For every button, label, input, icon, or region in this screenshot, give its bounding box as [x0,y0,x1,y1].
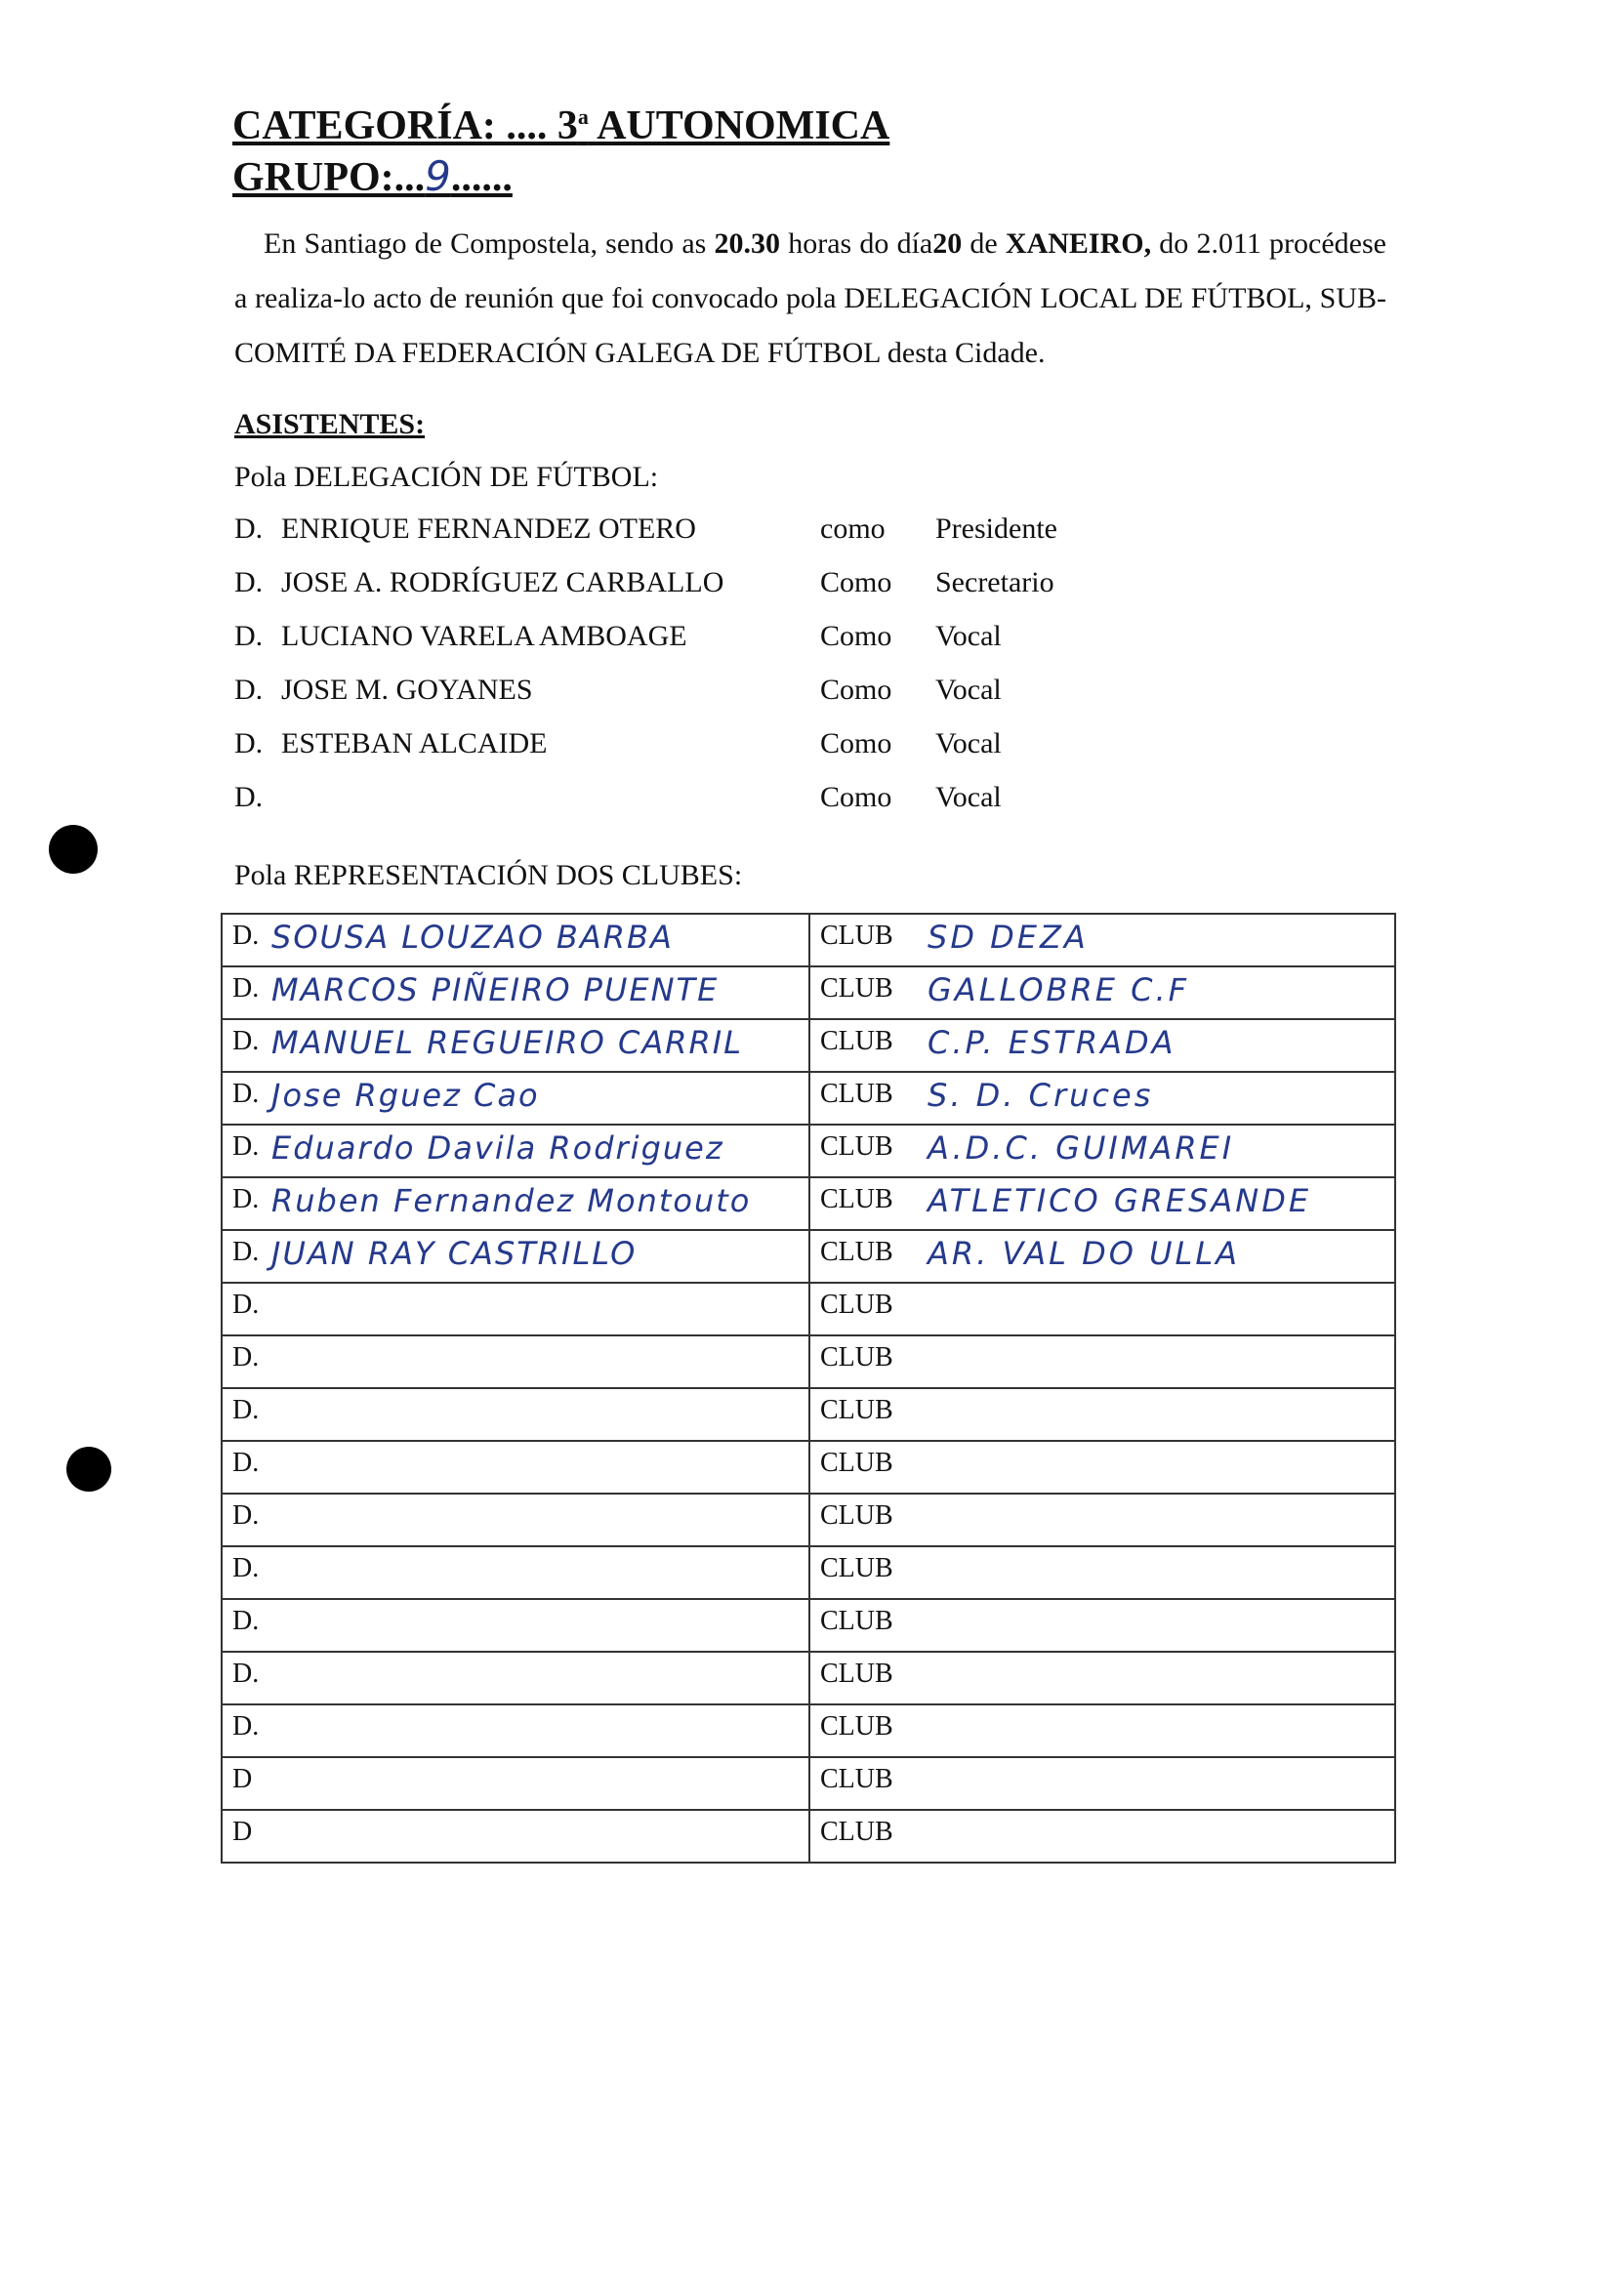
representative-cell [222,1388,809,1441]
representative-cell [222,1810,809,1863]
delegate-name: ESTEBAN ALCAIDE [281,727,548,759]
representative-cell [222,1704,809,1757]
representative-cell [222,1072,809,1125]
delegate-prefix: D. [234,512,264,545]
delegate-role: Vocal [935,727,1002,759]
representative-cell [222,1283,809,1335]
club-cell [809,1599,1395,1652]
club-cell [809,1388,1395,1441]
delegate-como: Como [820,566,892,598]
delegate-prefix: D. [234,674,264,706]
delegate-role: Vocal [935,620,1002,652]
representative-prefix: D. [232,1342,260,1373]
table-row [222,1494,1395,1546]
representative-cell [222,966,809,1019]
representative-prefix: D. [232,1290,260,1320]
meeting-month: XANEIRO, [1005,227,1152,260]
club-label: CLUB [820,1290,893,1320]
representative-prefix: D [232,1764,253,1794]
table-row [222,1335,1395,1388]
table-row [222,1177,1395,1230]
club-label: CLUB [820,1237,893,1267]
delegation-row [234,512,1113,552]
club-label: CLUB [820,921,893,951]
table-row [222,966,1395,1019]
delegation-row [234,781,1113,820]
representative-prefix: D. [232,1606,260,1636]
representative-prefix: D. [232,1184,260,1214]
representative-handwritten-name: MANUEL REGUEIRO CARRIL [271,1024,743,1061]
club-cell [809,1757,1395,1810]
club-label: CLUB [820,1184,893,1214]
delegate-role: Vocal [935,781,1002,813]
category-superscript: a [577,104,589,129]
table-row [222,1757,1395,1810]
delegate-como: como [820,512,886,545]
representative-cell [222,1652,809,1704]
intro-text: do 2.011 procédese a realiza-lo acto de reunión que foi convocado pola DELEGACIÓN LOCAL DE FÚTBOL, SUB-COMITÉ DA FEDERACIÓN GALEGA DE FÚTBOL desta Cidade. [234,227,1386,369]
representative-prefix: D. [232,1448,260,1478]
representative-handwritten-name: Eduardo Davila Rodriguez [271,1129,724,1167]
representative-cell [222,914,809,966]
club-handwritten-name: C.P. ESTRADA [928,1024,1176,1061]
representative-prefix: D. [232,1500,260,1531]
intro-paragraph [234,217,1386,381]
club-handwritten-name: GALLOBRE C.F [928,971,1190,1008]
representative-cell [222,1177,809,1230]
club-cell [809,1230,1395,1283]
clubs-table [221,913,1396,1864]
club-handwritten-name: ATLETICO GRESANDE [928,1182,1312,1219]
club-label: CLUB [820,1342,893,1373]
table-row [222,1652,1395,1704]
club-label: CLUB [820,1764,893,1794]
representative-handwritten-name: SOUSA LOUZAO BARBA [271,919,674,956]
delegation-row [234,620,1113,659]
club-label: CLUB [820,1395,893,1425]
club-handwritten-name: S. D. Cruces [928,1077,1154,1114]
table-row [222,1125,1395,1177]
club-cell [809,1335,1395,1388]
table-row [222,1230,1395,1283]
delegate-prefix: D. [234,781,264,813]
table-row [222,1546,1395,1599]
representative-prefix: D [232,1817,253,1847]
club-label: CLUB [820,1500,893,1531]
representative-cell [222,1441,809,1494]
attendees-title: ASISTENTES: [234,408,426,440]
intro-text: En Santiago de Compostela, sendo as [264,227,715,260]
representative-cell [222,1757,809,1810]
delegate-prefix: D. [234,620,264,652]
representative-prefix: D. [232,1395,260,1425]
delegate-name: JOSE A. RODRÍGUEZ CARBALLO [281,566,724,598]
representative-handwritten-name: Ruben Fernandez Montouto [271,1182,752,1219]
punch-hole [66,1447,111,1492]
club-label: CLUB [820,973,893,1004]
representative-prefix: D. [232,1659,260,1689]
club-cell [809,966,1395,1019]
table-row [222,1599,1395,1652]
club-cell [809,1072,1395,1125]
club-label: CLUB [820,1026,893,1056]
group-dots: ...... [450,155,513,200]
club-label: CLUB [820,1448,893,1478]
delegate-name: JOSE M. GOYANES [281,674,533,706]
representative-cell [222,1335,809,1388]
representative-cell [222,1230,809,1283]
table-row [222,1019,1395,1072]
representative-prefix: D. [232,1553,260,1583]
intro-text: horas do día [780,227,933,260]
group-handwritten-value: 9 [425,152,451,200]
club-handwritten-name: SD DEZA [928,919,1089,956]
delegate-prefix: D. [234,566,264,598]
delegate-como: Como [820,620,892,652]
table-row [222,1810,1395,1863]
representative-prefix: D. [232,1026,260,1056]
representative-cell [222,1125,809,1177]
punch-hole [49,825,98,874]
club-cell [809,1546,1395,1599]
delegate-como: Como [820,727,892,759]
table-row [222,1283,1395,1335]
representative-prefix: D. [232,921,260,951]
group-heading [232,152,513,200]
table-row [222,1441,1395,1494]
club-handwritten-name: A.D.C. GUIMAREI [928,1129,1235,1167]
category-value: AUTONOMICA [588,103,890,148]
club-label: CLUB [820,1606,893,1636]
club-label: CLUB [820,1711,893,1742]
delegation-row [234,674,1113,713]
representative-handwritten-name: MARCOS PIÑEIRO PUENTE [271,971,720,1008]
delegation-subtitle: Pola DELEGACIÓN DE FÚTBOL: [234,461,659,493]
representative-cell [222,1019,809,1072]
delegation-row [234,566,1113,605]
club-label: CLUB [820,1553,893,1583]
club-cell [809,1704,1395,1757]
representative-prefix: D. [232,973,260,1004]
delegation-row [234,727,1113,766]
club-cell [809,1177,1395,1230]
club-cell [809,1019,1395,1072]
club-label: CLUB [820,1131,893,1162]
meeting-day: 20 [932,227,963,260]
intro-text: de [962,227,1006,260]
table-row [222,1072,1395,1125]
club-cell [809,1125,1395,1177]
delegate-prefix: D. [234,727,264,759]
club-label: CLUB [820,1659,893,1689]
representative-prefix: D. [232,1711,260,1742]
clubs-subtitle: Pola REPRESENTACIÓN DOS CLUBES: [234,859,743,891]
delegate-name: ENRIQUE FERNANDEZ OTERO [281,512,696,545]
club-cell [809,914,1395,966]
representative-handwritten-name: JUAN RAY CASTRILLO [271,1235,638,1272]
delegate-role: Presidente [935,512,1057,545]
table-row [222,1388,1395,1441]
table-row [222,914,1395,966]
delegate-como: Como [820,781,892,813]
representative-prefix: D. [232,1131,260,1162]
category-label: CATEGORÍA: .... 3 [232,103,578,148]
club-cell [809,1652,1395,1704]
club-label: CLUB [820,1817,893,1847]
club-cell [809,1441,1395,1494]
representative-cell [222,1546,809,1599]
meeting-time: 20.30 [714,227,781,260]
table-row [222,1704,1395,1757]
representative-handwritten-name: Jose Rguez Cao [271,1077,540,1114]
category-heading [232,105,889,146]
club-cell [809,1494,1395,1546]
club-cell [809,1810,1395,1863]
representative-cell [222,1494,809,1546]
representative-prefix: D. [232,1237,260,1267]
delegate-role: Vocal [935,674,1002,706]
representative-cell [222,1599,809,1652]
club-handwritten-name: AR. VAL DO ULLA [928,1235,1241,1272]
club-label: CLUB [820,1079,893,1109]
delegate-como: Como [820,674,892,706]
representative-prefix: D. [232,1079,260,1109]
delegate-role: Secretario [935,566,1054,598]
club-cell [809,1283,1395,1335]
delegate-name: LUCIANO VARELA AMBOAGE [281,620,687,652]
group-label: GRUPO:... [232,155,426,200]
